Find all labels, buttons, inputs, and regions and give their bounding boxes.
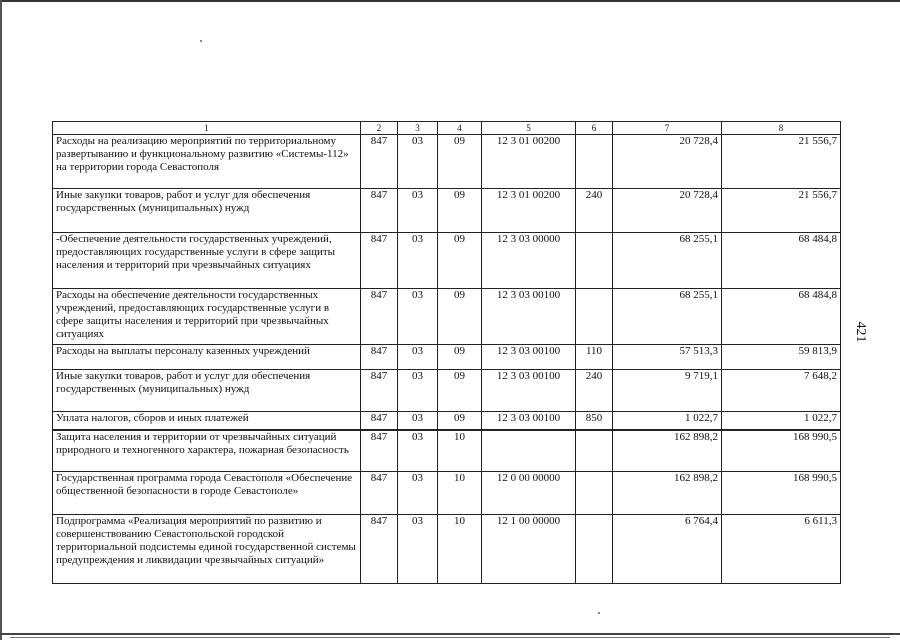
row-ministry: 847	[361, 233, 398, 289]
page-number: 421	[853, 321, 868, 343]
row-section: 03	[398, 135, 438, 189]
row-sum-1: 57 513,3	[613, 345, 722, 370]
row-section: 03	[398, 345, 438, 370]
row-section: 03	[398, 233, 438, 289]
row-name: Расходы на выплаты персоналу казенных учреждений	[53, 345, 361, 370]
row-ministry: 847	[361, 515, 398, 584]
row-section: 03	[398, 412, 438, 431]
scan-speck	[598, 612, 600, 614]
table-row	[53, 370, 841, 412]
row-subsection: 10	[438, 515, 482, 584]
row-subsection: 09	[438, 189, 482, 233]
table-row	[53, 345, 841, 370]
table-row	[53, 515, 841, 584]
row-target: 12 3 03 00000	[482, 233, 576, 289]
row-subsection: 10	[438, 430, 482, 472]
row-type: 850	[576, 412, 613, 431]
table-row	[53, 430, 841, 472]
row-type: 240	[576, 189, 613, 233]
row-ministry: 847	[361, 412, 398, 431]
header-col-3: 3	[398, 122, 438, 135]
row-type	[576, 472, 613, 515]
row-type	[576, 135, 613, 189]
row-sum-2: 7 648,2	[722, 370, 841, 412]
row-subsection: 09	[438, 412, 482, 431]
row-sum-1: 9 719,1	[613, 370, 722, 412]
row-name: Иные закупки товаров, работ и услуг для обеспечения государственных (муниципальных) нужд	[53, 189, 361, 233]
row-sum-2: 168 990,5	[722, 430, 841, 472]
table-row	[53, 135, 841, 189]
row-target: 12 3 03 00100	[482, 345, 576, 370]
scan-speck	[200, 40, 202, 42]
row-ministry: 847	[361, 135, 398, 189]
header-col-2: 2	[361, 122, 398, 135]
row-section: 03	[398, 472, 438, 515]
row-sum-2: 21 556,7	[722, 189, 841, 233]
row-section: 03	[398, 430, 438, 472]
scan-edge-top	[0, 0, 900, 2]
row-target: 12 3 03 00100	[482, 412, 576, 431]
row-type: 240	[576, 370, 613, 412]
row-name: Иные закупки товаров, работ и услуг для обеспечения государственных (муниципальных) нужд	[53, 370, 361, 412]
row-target: 12 3 01 00200	[482, 189, 576, 233]
row-name: Подпрограмма «Реализация мероприятий по развитию и совершенствованию Севастопольской городской территориальной подсистемы единой государственной системы предупреждения и ликвидации чрезвычайных ситуаций»	[53, 515, 361, 584]
row-name: Расходы на реализацию мероприятий по территориальному развертыванию и функциональному развитию «Системы-112» на территории города Севастополя	[53, 135, 361, 189]
row-type	[576, 515, 613, 584]
row-sum-1: 162 898,2	[613, 472, 722, 515]
row-sum-2: 68 484,8	[722, 289, 841, 345]
row-ministry: 847	[361, 289, 398, 345]
table-row	[53, 289, 841, 345]
row-section: 03	[398, 515, 438, 584]
row-subsection: 09	[438, 135, 482, 189]
row-type	[576, 430, 613, 472]
row-sum-2: 1 022,7	[722, 412, 841, 431]
row-subsection: 09	[438, 289, 482, 345]
row-sum-1: 6 764,4	[613, 515, 722, 584]
scan-edge-bottom-secondary	[10, 637, 890, 638]
row-type: 110	[576, 345, 613, 370]
row-name: Государственная программа города Севастополя «Обеспечение общественной безопасности в городе Севастополе»	[53, 472, 361, 515]
row-type	[576, 233, 613, 289]
row-sum-2: 6 611,3	[722, 515, 841, 584]
row-sum-2: 68 484,8	[722, 233, 841, 289]
row-sum-1: 162 898,2	[613, 430, 722, 472]
header-col-7: 7	[613, 122, 722, 135]
row-subsection: 10	[438, 472, 482, 515]
table-row	[53, 412, 841, 431]
row-target: 12 0 00 00000	[482, 472, 576, 515]
row-ministry: 847	[361, 472, 398, 515]
header-col-8: 8	[722, 122, 841, 135]
row-sum-1: 20 728,4	[613, 135, 722, 189]
row-name: -Обеспечение деятельности государственных учреждений, предоставляющих государственные услуги в сфере защиты населения и территорий при чрезвычайных ситуациях	[53, 233, 361, 289]
table-header-row	[53, 122, 841, 135]
row-sum-2: 21 556,7	[722, 135, 841, 189]
table-row	[53, 233, 841, 289]
header-col-5: 5	[482, 122, 576, 135]
row-subsection: 09	[438, 233, 482, 289]
row-target: 12 1 00 00000	[482, 515, 576, 584]
row-target: 12 3 01 00200	[482, 135, 576, 189]
row-target: 12 3 03 00100	[482, 370, 576, 412]
row-ministry: 847	[361, 430, 398, 472]
scan-edge-bottom	[0, 633, 900, 635]
row-sum-1: 68 255,1	[613, 289, 722, 345]
row-sum-1: 1 022,7	[613, 412, 722, 431]
row-ministry: 847	[361, 345, 398, 370]
row-sum-2: 59 813,9	[722, 345, 841, 370]
row-ministry: 847	[361, 370, 398, 412]
row-type	[576, 289, 613, 345]
row-target	[482, 430, 576, 472]
header-col-4: 4	[438, 122, 482, 135]
row-sum-1: 20 728,4	[613, 189, 722, 233]
row-name: Расходы на обеспечение деятельности государственных учреждений, предоставляющих государственные услуги в сфере защиты населения и территорий при чрезвычайных ситуациях	[53, 289, 361, 345]
row-section: 03	[398, 289, 438, 345]
row-sum-2: 168 990,5	[722, 472, 841, 515]
header-col-6: 6	[576, 122, 613, 135]
row-section: 03	[398, 189, 438, 233]
row-target: 12 3 03 00100	[482, 289, 576, 345]
table-row	[53, 189, 841, 233]
table-row	[53, 472, 841, 515]
row-subsection: 09	[438, 345, 482, 370]
header-col-1: 1	[53, 122, 361, 135]
row-ministry: 847	[361, 189, 398, 233]
row-section: 03	[398, 370, 438, 412]
row-subsection: 09	[438, 370, 482, 412]
row-name: Защита населения и территории от чрезвычайных ситуаций природного и техногенного характера, пожарная безопасность	[53, 430, 361, 472]
row-sum-1: 68 255,1	[613, 233, 722, 289]
scan-edge-left	[0, 0, 2, 640]
row-name: Уплата налогов, сборов и иных платежей	[53, 412, 361, 431]
budget-table	[52, 121, 841, 584]
